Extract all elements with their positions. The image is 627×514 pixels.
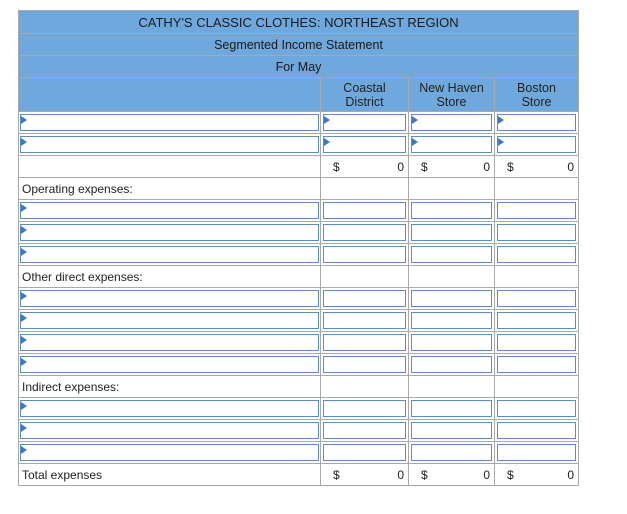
- dropdown-arrow-icon: [324, 116, 330, 124]
- column-header-coastal: [321, 78, 409, 112]
- col-header-line1: New Haven: [419, 80, 484, 95]
- label-dropdown[interactable]: [20, 444, 319, 461]
- dropdown-arrow-icon: [21, 402, 27, 410]
- amount-input[interactable]: [497, 400, 576, 417]
- amount-input[interactable]: [323, 114, 406, 131]
- dropdown-arrow-icon: [21, 248, 27, 256]
- label-dropdown[interactable]: [20, 400, 319, 417]
- dropdown-arrow-icon: [21, 358, 27, 366]
- dropdown-arrow-icon: [21, 336, 27, 344]
- dropdown-arrow-icon: [498, 116, 504, 124]
- input-row: [19, 244, 579, 266]
- currency-symbol: $: [507, 468, 514, 482]
- period-title: For May: [19, 56, 579, 78]
- input-row: [19, 288, 579, 310]
- col-header-line2: District: [345, 94, 384, 109]
- amount-input[interactable]: [323, 290, 406, 307]
- amount-input[interactable]: [323, 136, 406, 153]
- input-row: [19, 200, 579, 222]
- amount-input[interactable]: [497, 202, 576, 219]
- computed-value: 0: [397, 160, 404, 174]
- amount-input[interactable]: [497, 136, 576, 153]
- col-header-line2: Store: [521, 94, 552, 109]
- total-value: 0: [397, 468, 404, 482]
- dropdown-arrow-icon: [21, 204, 27, 212]
- col-header-line1: Boston: [517, 80, 556, 95]
- computed-row: [19, 156, 579, 178]
- input-row: [19, 222, 579, 244]
- computed-label-cell: [19, 156, 321, 178]
- total-value: 0: [567, 468, 575, 482]
- amount-input[interactable]: [411, 114, 492, 131]
- amount-input[interactable]: [323, 312, 406, 329]
- amount-input[interactable]: [323, 400, 406, 417]
- label-dropdown[interactable]: [20, 422, 319, 439]
- amount-input[interactable]: [497, 334, 576, 351]
- label-dropdown[interactable]: [20, 312, 319, 329]
- dropdown-arrow-icon: [412, 116, 418, 124]
- computed-value: 0: [483, 160, 490, 174]
- amount-input[interactable]: [411, 334, 492, 351]
- amount-input[interactable]: [323, 356, 406, 373]
- amount-input[interactable]: [411, 444, 492, 461]
- dropdown-arrow-icon: [498, 138, 504, 146]
- amount-input[interactable]: [411, 224, 492, 241]
- total-label: Total expenses: [19, 464, 321, 486]
- dropdown-arrow-icon: [21, 446, 27, 454]
- amount-input[interactable]: [497, 224, 576, 241]
- amount-input[interactable]: [323, 246, 406, 263]
- company-title: CATHY'S CLASSIC CLOTHES: NORTHEAST REGION: [19, 11, 579, 34]
- total-row: [19, 464, 579, 486]
- amount-input[interactable]: [411, 356, 492, 373]
- currency-symbol: $: [333, 468, 340, 482]
- input-row: [19, 354, 579, 376]
- currency-symbol: $: [333, 160, 340, 174]
- input-row: [19, 332, 579, 354]
- col-header-line2: Store: [436, 94, 467, 109]
- amount-input[interactable]: [323, 334, 406, 351]
- section-row-other-direct: [19, 266, 579, 288]
- currency-symbol: $: [507, 160, 514, 174]
- amount-input[interactable]: [411, 202, 492, 219]
- input-row: [19, 134, 579, 156]
- dropdown-arrow-icon: [21, 424, 27, 432]
- amount-input[interactable]: [411, 312, 492, 329]
- label-dropdown[interactable]: [20, 290, 319, 307]
- dropdown-arrow-icon: [21, 292, 27, 300]
- total-value: 0: [483, 468, 490, 482]
- amount-input[interactable]: [497, 312, 576, 329]
- col-header-line1: Coastal: [343, 80, 386, 95]
- dropdown-arrow-icon: [21, 226, 27, 234]
- section-row-indirect: [19, 376, 579, 398]
- label-dropdown[interactable]: [20, 202, 319, 219]
- input-row: [19, 398, 579, 420]
- amount-input[interactable]: [497, 444, 576, 461]
- label-dropdown[interactable]: [20, 356, 319, 373]
- amount-input[interactable]: [411, 246, 492, 263]
- label-dropdown[interactable]: [20, 224, 319, 241]
- amount-input[interactable]: [497, 290, 576, 307]
- section-label-other-direct: Other direct expenses:: [19, 266, 321, 288]
- amount-input[interactable]: [411, 136, 492, 153]
- section-label-operating: Operating expenses:: [19, 178, 321, 200]
- amount-input[interactable]: [323, 444, 406, 461]
- input-row: [19, 310, 579, 332]
- input-row: [19, 420, 579, 442]
- label-dropdown[interactable]: [20, 246, 319, 263]
- dropdown-arrow-icon: [21, 314, 27, 322]
- section-label-indirect: Indirect expenses:: [19, 376, 321, 398]
- label-dropdown[interactable]: [20, 114, 319, 131]
- label-dropdown[interactable]: [20, 136, 319, 153]
- amount-input[interactable]: [497, 356, 576, 373]
- dropdown-arrow-icon: [324, 138, 330, 146]
- amount-input[interactable]: [323, 422, 406, 439]
- amount-input[interactable]: [411, 422, 492, 439]
- column-header-new-haven: [409, 78, 495, 112]
- input-row: [19, 442, 579, 464]
- label-column-header: [19, 78, 321, 112]
- amount-input[interactable]: [411, 400, 492, 417]
- dropdown-arrow-icon: [21, 138, 27, 146]
- label-dropdown[interactable]: [20, 334, 319, 351]
- input-row: [19, 112, 579, 134]
- currency-symbol: $: [421, 468, 428, 482]
- amount-input[interactable]: [411, 290, 492, 307]
- dropdown-arrow-icon: [21, 116, 27, 124]
- amount-input[interactable]: [323, 202, 406, 219]
- computed-value: 0: [567, 160, 575, 174]
- amount-input[interactable]: [323, 224, 406, 241]
- income-statement-sheet: [18, 10, 578, 486]
- column-header-boston: [495, 78, 579, 112]
- amount-input[interactable]: [497, 246, 576, 263]
- dropdown-arrow-icon: [412, 138, 418, 146]
- statement-title: Segmented Income Statement: [19, 34, 579, 56]
- amount-input[interactable]: [497, 114, 576, 131]
- currency-symbol: $: [421, 160, 428, 174]
- amount-input[interactable]: [497, 422, 576, 439]
- income-statement-table: [18, 10, 579, 486]
- section-row-operating: [19, 178, 579, 200]
